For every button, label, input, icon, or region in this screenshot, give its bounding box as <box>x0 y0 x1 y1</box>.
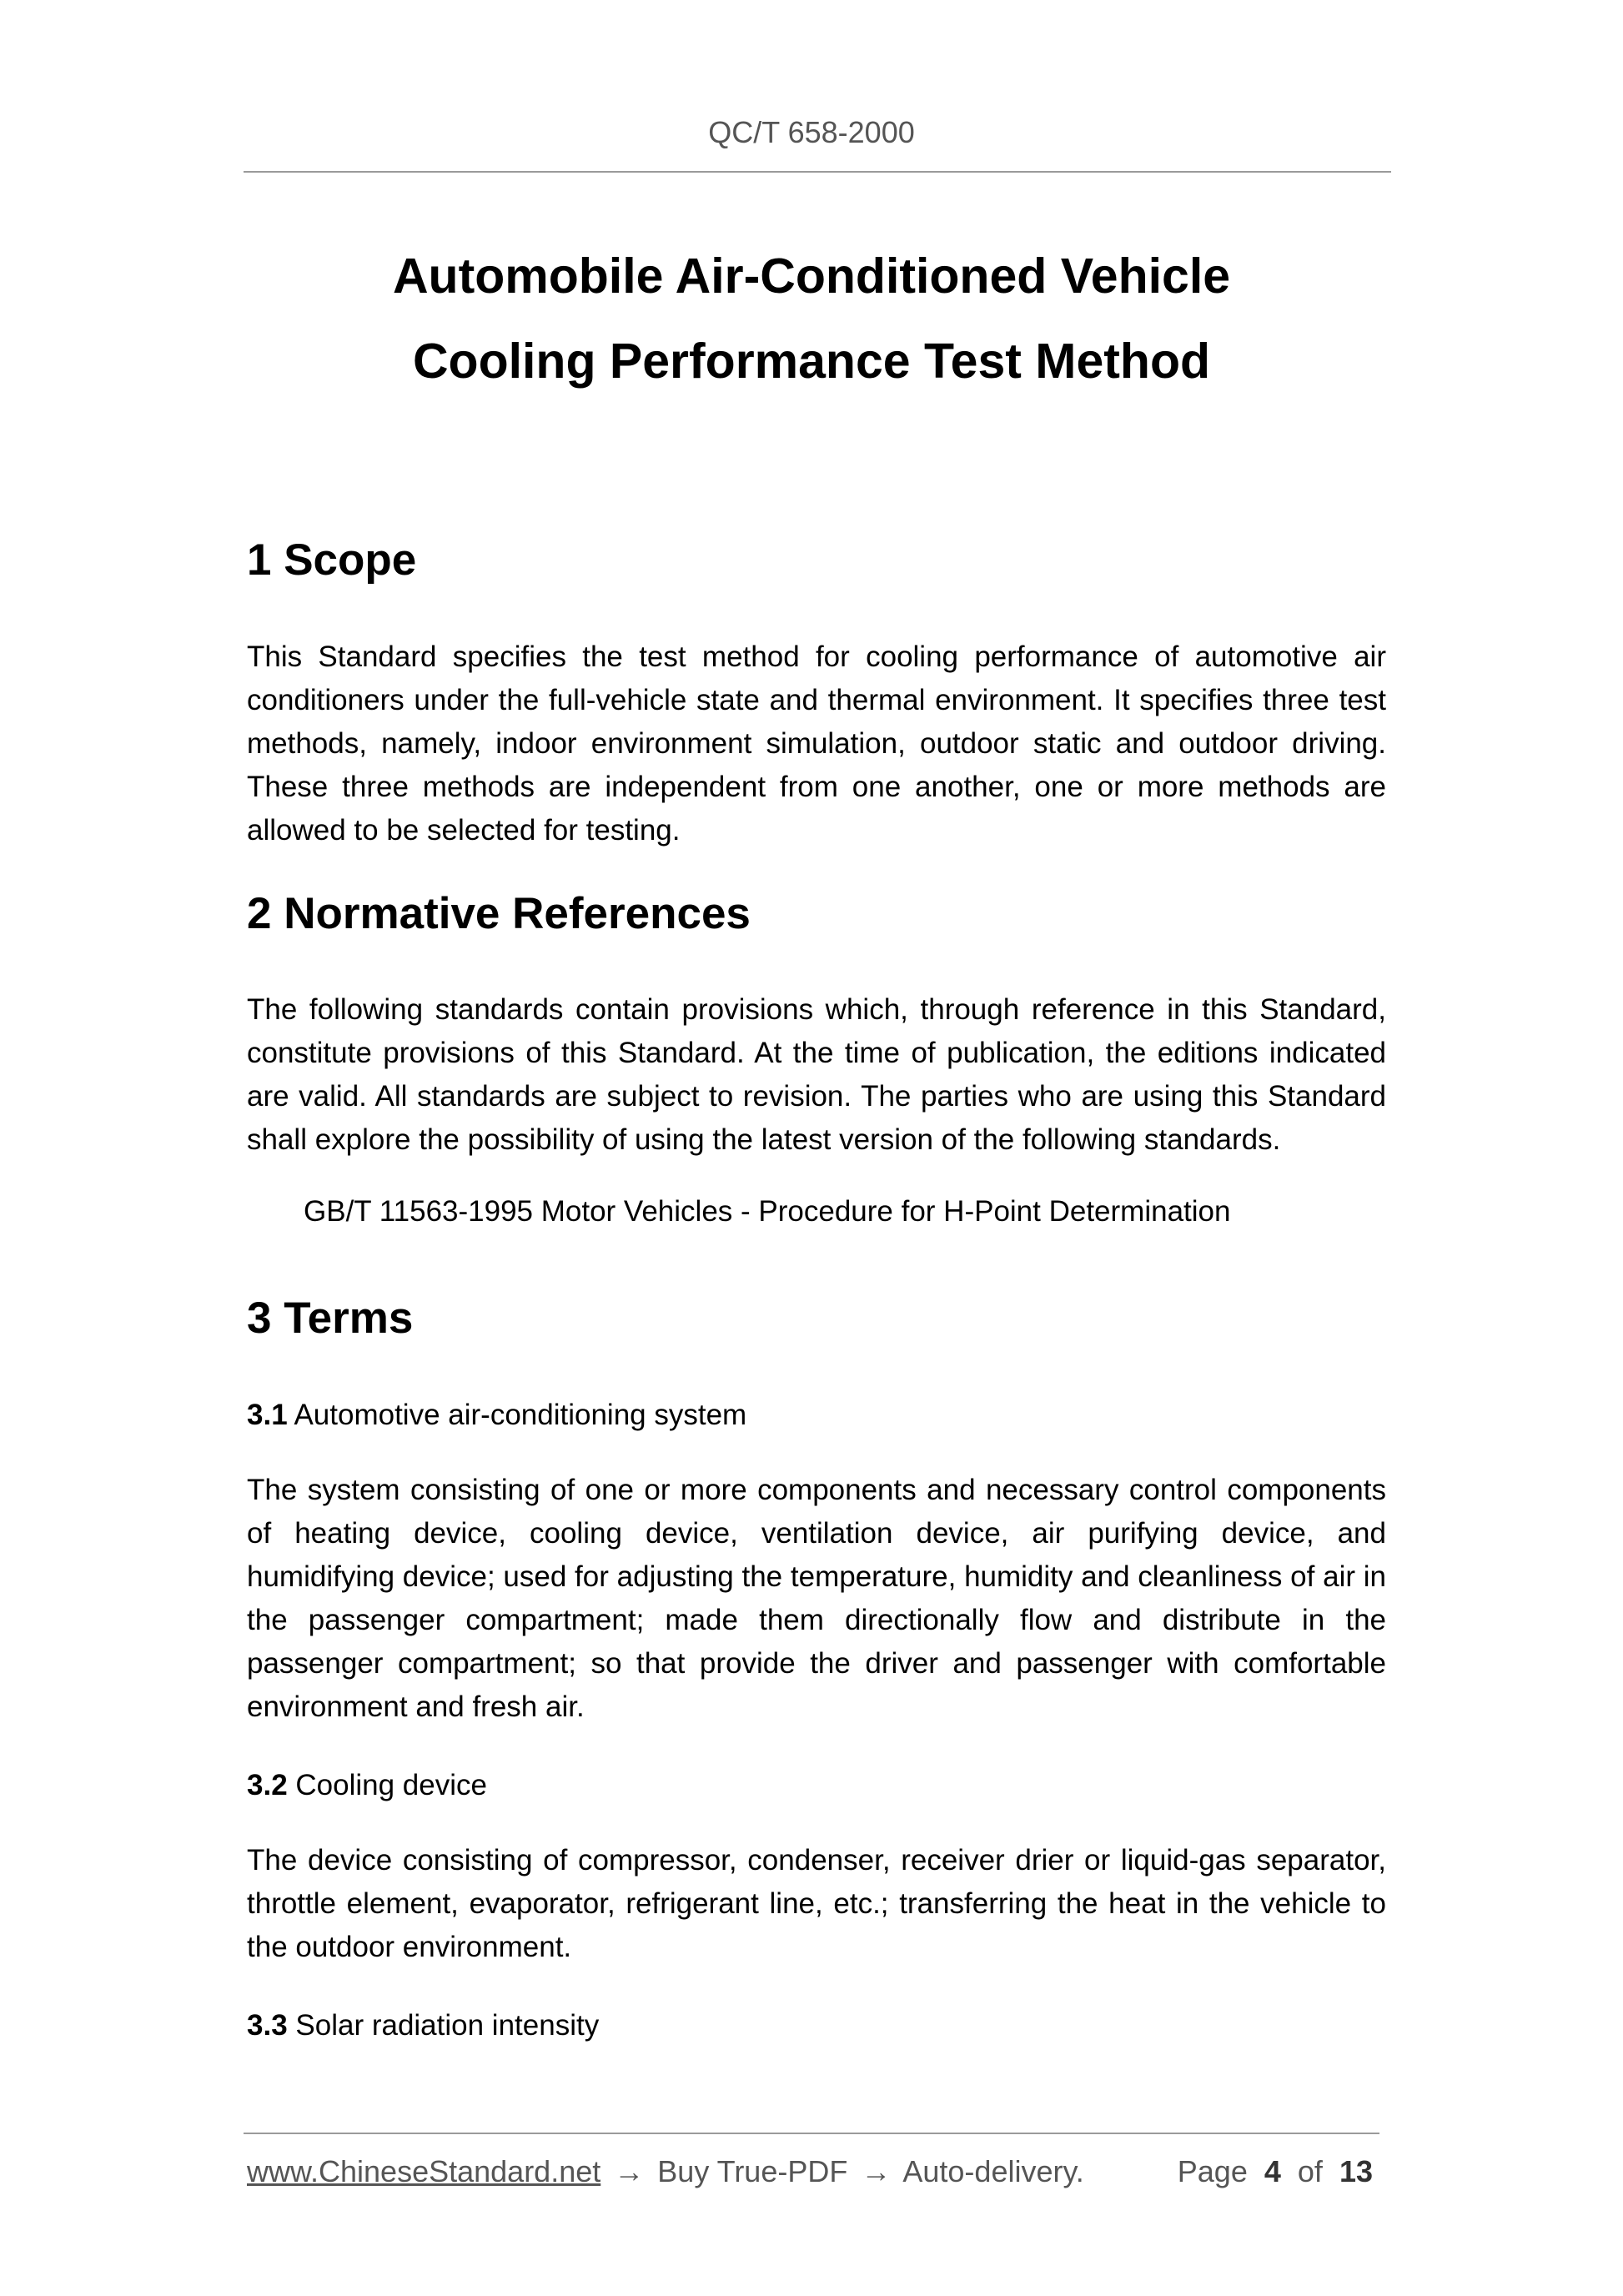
document-body <box>247 534 1386 2079</box>
section-heading-normative-references: 2 Normative References <box>247 888 751 938</box>
term-number: 3.1 <box>247 1398 288 1431</box>
term-definition-3-2: The device consisting of compressor, condenser, receiver drier or liquid-gas separator, throttle element, evaporator, refrigerant line, etc.; transferring the heat in the vehicle to the outdoor environment. <box>247 1843 1386 1963</box>
arrow-right-icon: → <box>614 2154 645 2188</box>
reference-item: GB/T 11563-1995 Motor Vehicles - Procedure for H-Point Determination <box>304 1195 1231 1228</box>
term-heading-3-3 <box>247 2004 1386 2047</box>
term-heading-3-1 <box>247 1394 1386 1437</box>
term-name: Solar radiation intensity <box>295 2008 600 2042</box>
section-heading-scope: 1 Scope <box>247 535 417 585</box>
term-heading-3-2 <box>247 1764 1386 1807</box>
document-title <box>0 234 1623 404</box>
document-code-header: QC/T 658-2000 <box>708 115 915 149</box>
normative-references-paragraph: The following standards contain provisions which, through reference in this Standard, constitute provisions of this Standard. At the time of publication, the editions indicated are valid. All standards are subject to revision. The parties who are using this Standard shall explore the possibility of using the latest version of the following standards. <box>247 993 1386 1157</box>
title-line-1: Automobile Air-Conditioned Vehicle <box>392 249 1231 304</box>
section-heading-terms: 3 Terms <box>247 1294 414 1344</box>
header-divider <box>244 171 1391 173</box>
page-indicator <box>1178 2154 1373 2189</box>
term-number: 3.2 <box>247 1768 288 1801</box>
page-of: of <box>1297 2154 1323 2188</box>
term-name: Cooling device <box>295 1768 487 1801</box>
page-current: 4 <box>1264 2154 1281 2188</box>
website-link[interactable]: www.ChineseStandard.net <box>247 2154 601 2188</box>
term-name: Automotive air-conditioning system <box>294 1398 747 1431</box>
arrow-right-icon: → <box>861 2154 892 2188</box>
buy-true-pdf-text: Buy True-PDF <box>657 2154 848 2188</box>
page-footer <box>247 2154 1379 2189</box>
term-definition-3-1: The system consisting of one or more components and necessary control components of heating device, cooling device, ventilation device, air purifying device, and humidifying device; used for adjusting the temperature, humidity and cleanliness of air in the passenger compartment; made them directionally flow and distribute in the passenger compartment; so that provide the driver and passenger with comfortable environment and fresh air. <box>247 1473 1386 1723</box>
title-line-2: Cooling Performance Test Method <box>412 334 1211 389</box>
page-total: 13 <box>1339 2154 1373 2188</box>
auto-delivery-text: Auto-delivery. <box>902 2154 1084 2188</box>
footer-divider <box>244 2133 1379 2134</box>
scope-paragraph: This Standard specifies the test method for cooling performance of automotive air conditioners under the full-vehicle state and thermal environment. It specifies three test methods, namely, indoor environment simulation, outdoor static and outdoor driving. These three methods are independent from one another, one or more methods are allowed to be selected for testing. <box>247 640 1386 847</box>
term-number: 3.3 <box>247 2008 288 2042</box>
page-label: Page <box>1177 2154 1248 2188</box>
